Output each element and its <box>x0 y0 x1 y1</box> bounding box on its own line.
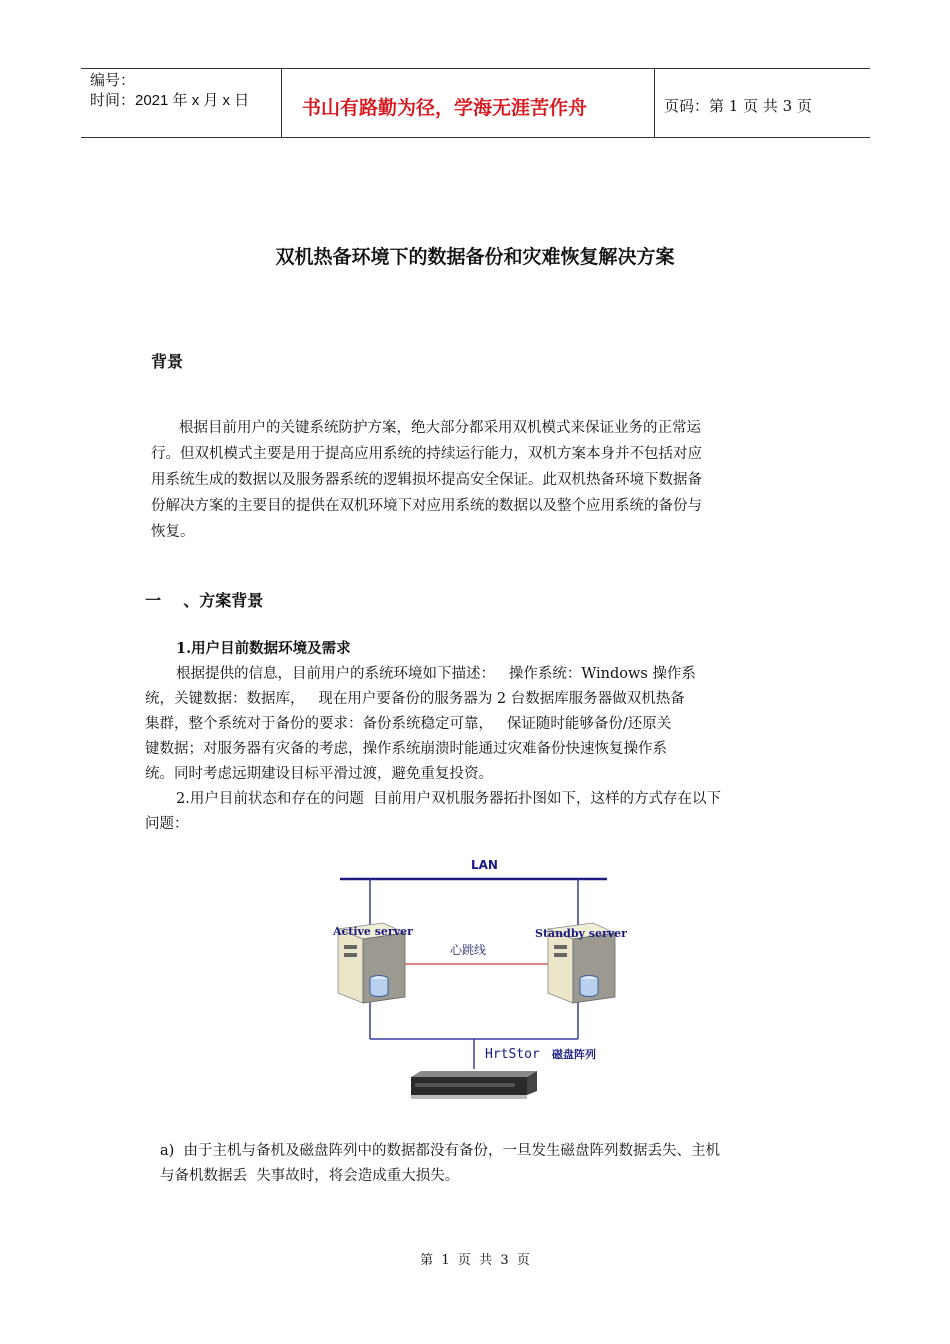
section-heading: 一 、方案背景 <box>145 591 264 610</box>
paragraph-line: 键数据；对服务器有灾备的考虑，操作系统崩溃时能通过灾难备份快速恢复操作系 <box>145 741 667 757</box>
paragraph-line: 根据目前用户的关键系统防护方案，绝大部分都采用双机模式来保证业务的正常运 <box>179 420 701 436</box>
header-motto-cell <box>282 69 655 137</box>
paragraph-line: 问题： <box>145 816 189 832</box>
array-label: 磁盘阵列 <box>552 1048 596 1061</box>
paragraph-line: 恢复。 <box>151 524 195 540</box>
paragraph-line: 根据提供的信息，目前用户的系统环境如下描述： 操作系统：Windows 操作系 <box>176 666 696 682</box>
paragraph-line: 用系统生成的数据以及服务器系统的逻辑损坏提高安全保证。此双机热备环境下数据备 <box>151 472 702 488</box>
motto-text: 书山有路勤为径，学海无涯苦作舟 <box>302 97 588 119</box>
paragraph-line: 2.用户目前状态和存在的问题 目前用户双机服务器拓扑图如下，这样的方式存在以下 <box>176 791 722 807</box>
header-page-cell <box>655 69 870 137</box>
number-label: 编号： <box>90 72 136 89</box>
page-info: 页码：第 1 页 共 3 页 <box>664 97 812 115</box>
time-label: 时间：2021 年 x 月 x 日 <box>90 92 250 109</box>
background-heading: 背景 <box>151 352 184 371</box>
topology-diagram <box>245 845 715 1120</box>
header-table <box>81 68 870 138</box>
standby-server-label: Standby server <box>535 927 627 940</box>
page-footer: 第 1 页 共 3 页 <box>420 1253 530 1268</box>
storage-label: HrtStor <box>485 1047 540 1062</box>
heartbeat-label: 心跳线 <box>450 943 487 957</box>
paragraph-line: 统，关键数据：数据库， 现在用户要备份的服务器为 2 台数据库服务器做双机热备 <box>145 691 685 707</box>
disk-array-icon <box>411 1071 537 1099</box>
document-title: 双机热备环境下的数据备份和灾难恢复解决方案 <box>275 246 675 268</box>
paragraph-line: 与备机数据丢 失事故时，将会造成重大损失。 <box>160 1168 460 1184</box>
paragraph-line: 集群，整个系统对于备份的要求：备份系统稳定可靠， 保证随时能够备份/还原关 <box>145 716 672 732</box>
header-info-cell <box>81 69 282 137</box>
paragraph-line: a) 由于主机与备机及磁盘阵列中的数据都没有备份，一旦发生磁盘阵列数据丢失、主机 <box>160 1143 721 1159</box>
subsection-heading: 1.用户目前数据环境及需求 <box>176 640 351 657</box>
active-server-label: Active server <box>333 925 413 938</box>
paragraph-line: 份解决方案的主要目的提供在双机环境下对应用系统的数据以及整个应用系统的备份与 <box>151 498 702 514</box>
paragraph-line: 行。但双机模式主要是用于提高应用系统的持续运行能力，双机方案本身并不包括对应 <box>151 446 702 462</box>
paragraph-line: 统。同时考虑远期建设目标平滑过渡，避免重复投资。 <box>145 766 493 782</box>
lan-label: LAN <box>471 858 498 872</box>
